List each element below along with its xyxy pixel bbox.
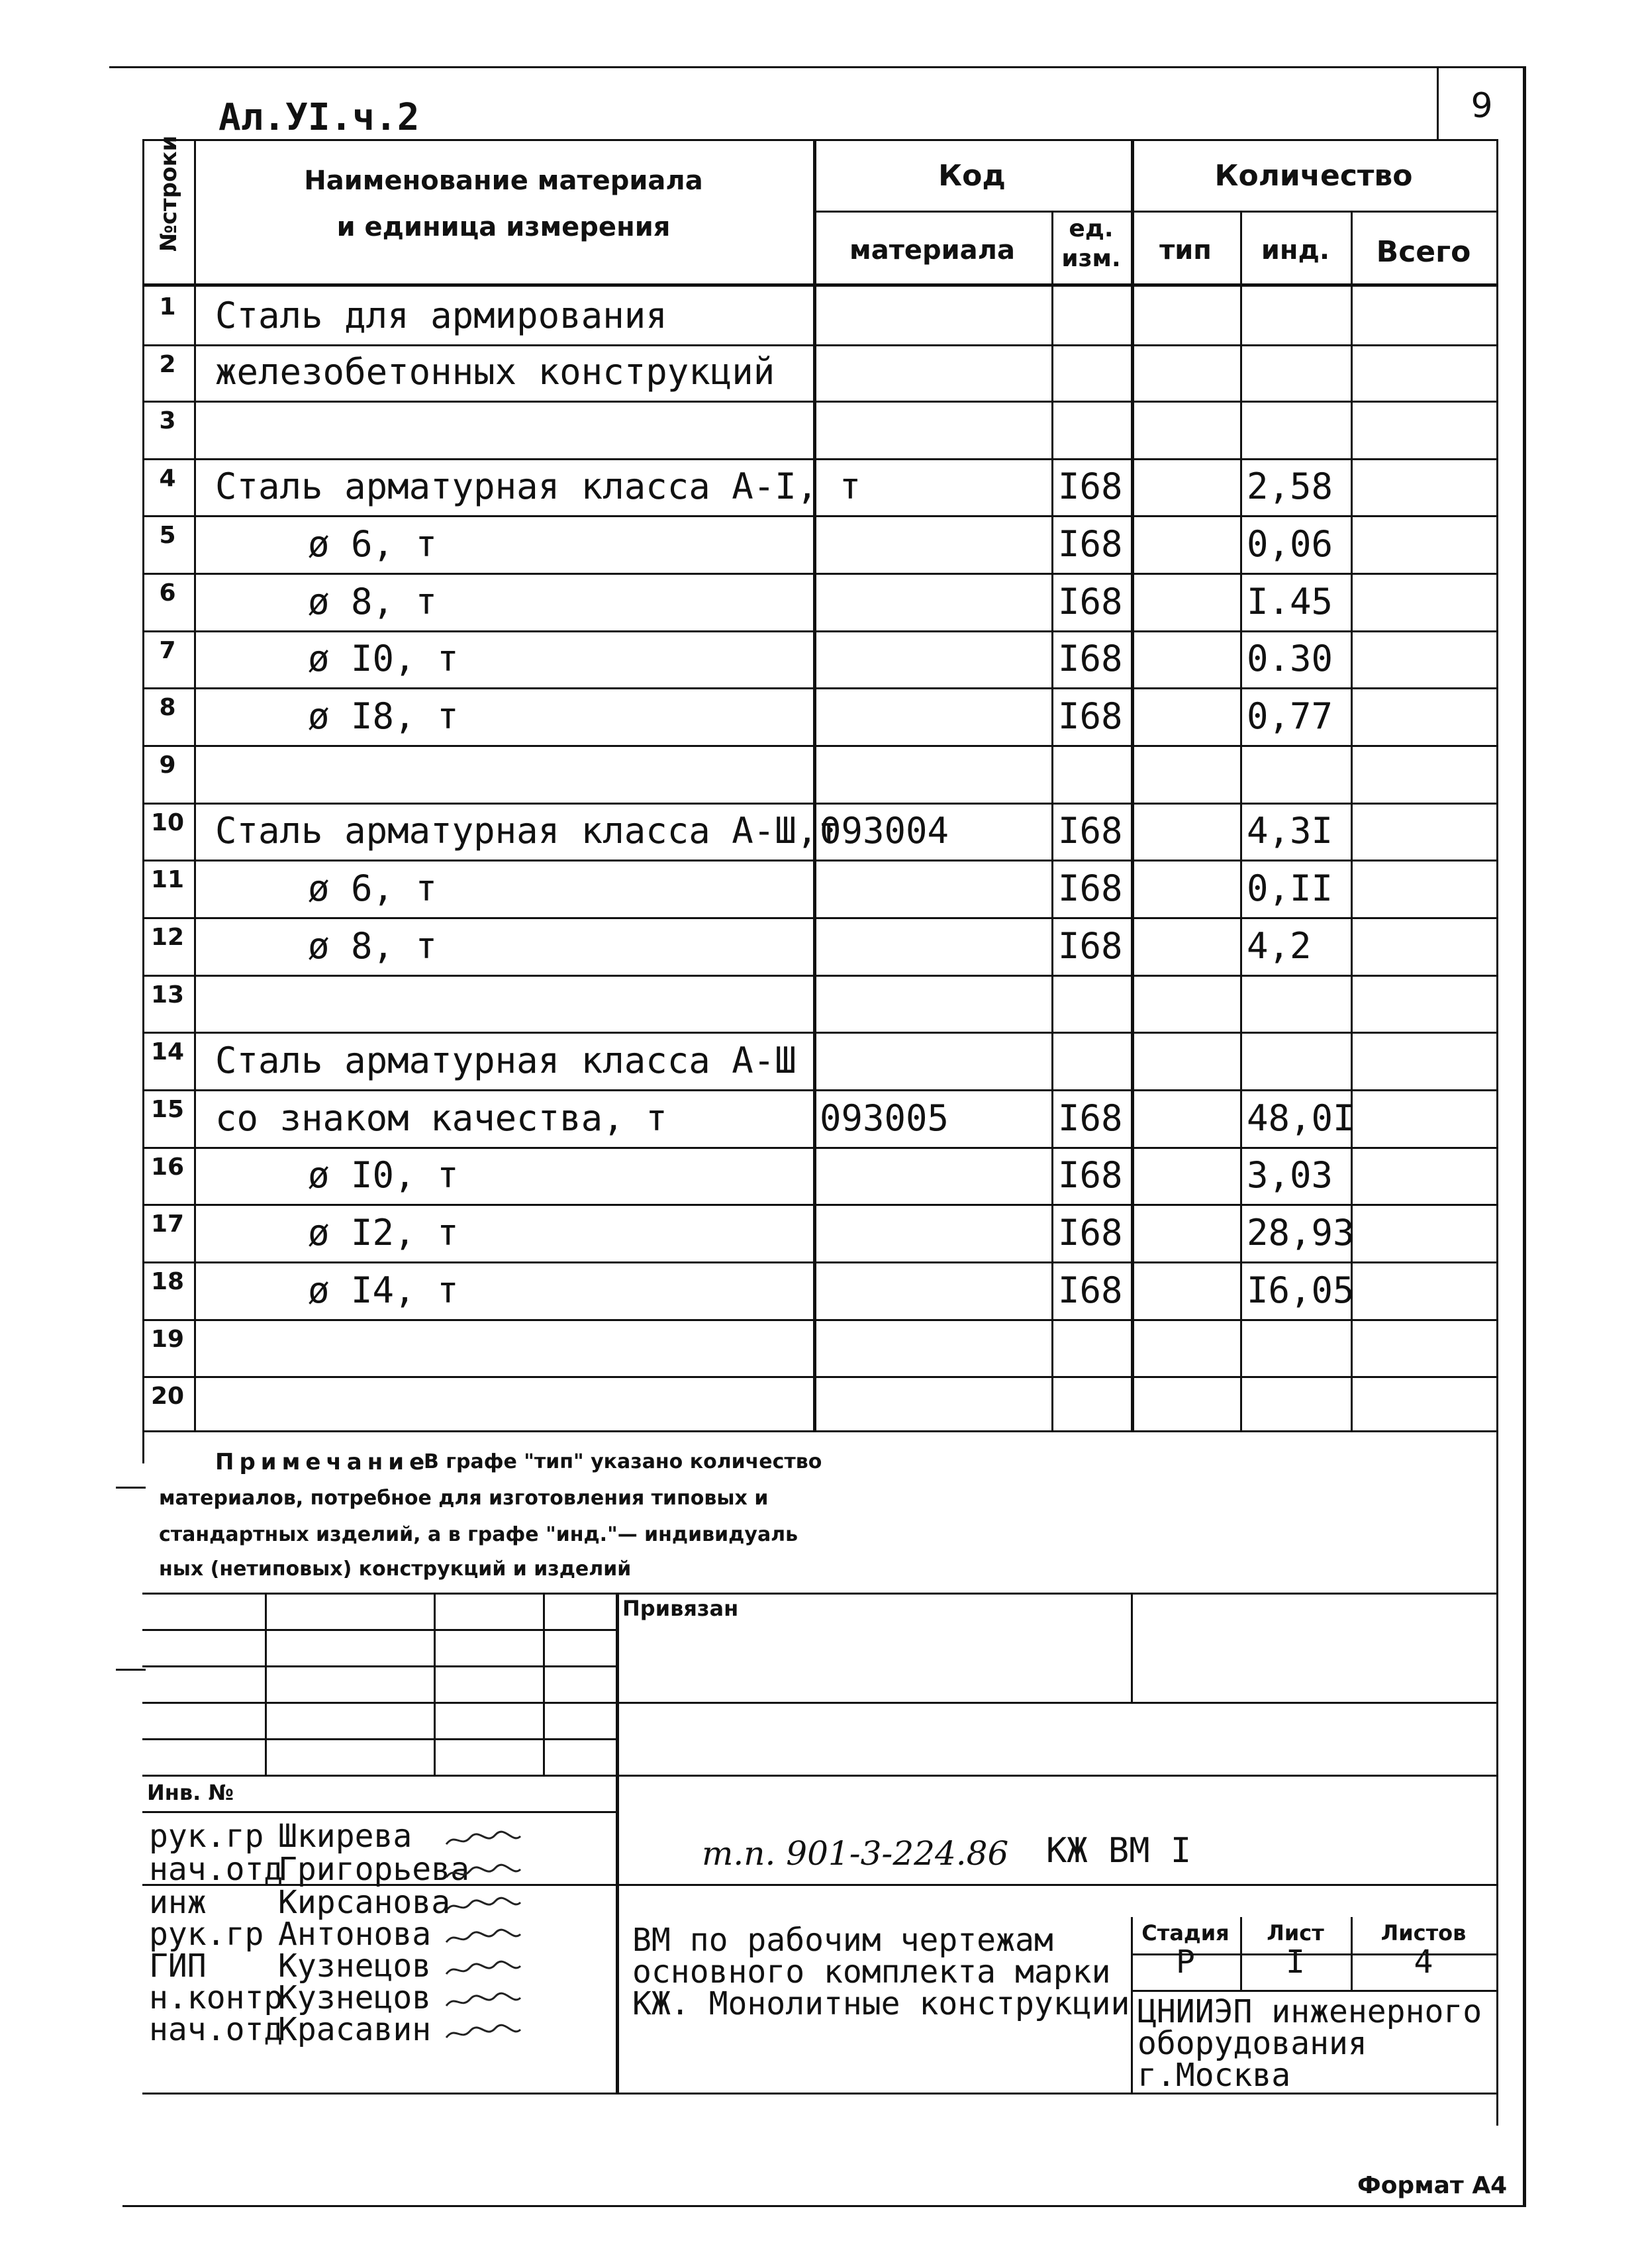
header-bottom: [142, 283, 1498, 287]
header-name-line1: Наименование материала: [304, 166, 703, 196]
signature-role: нач.отд: [149, 1851, 283, 1888]
row-unit-cell: I68: [1058, 695, 1123, 737]
drawing-mark: КЖ ВМ I: [1046, 1831, 1192, 1871]
top-border: [109, 66, 1526, 68]
row-number: 7: [159, 637, 176, 664]
signature-role: инж: [149, 1884, 207, 1921]
header-name-line2: и единица измерения: [336, 212, 671, 242]
header-total: Всего: [1376, 235, 1471, 269]
row-divider: [142, 1430, 1498, 1432]
row-number: 1: [159, 293, 176, 320]
row-number: 13: [150, 981, 185, 1009]
signature-name: Кузнецов: [278, 1979, 432, 2016]
row-number: 19: [150, 1326, 185, 1353]
row-number: 9: [159, 752, 176, 779]
note-line4: ных (нетиповых) конструкций и изделий: [159, 1557, 632, 1581]
col-line-name: [813, 139, 816, 1430]
row-material-name: ø I4, т: [308, 1269, 459, 1311]
row-material-name: Сталь арматурная класса А-I, т: [215, 466, 861, 507]
left-tick-1: [116, 1487, 146, 1489]
handwritten-signature: [444, 1991, 523, 2011]
row-material-name: Сталь для армирования: [215, 295, 667, 336]
table-right: [1496, 139, 1498, 2126]
sheet-value: I: [1286, 1944, 1305, 1981]
row-divider: [142, 1319, 1498, 1321]
row-divider: [142, 1376, 1498, 1378]
row-number: 15: [150, 1096, 185, 1123]
row-unit-cell: I68: [1058, 638, 1123, 679]
row-number: 4: [159, 465, 176, 492]
privyazan-label: Привязан: [622, 1596, 739, 1621]
note-line2: материалов, потребное для изготовления типовых и: [159, 1487, 769, 1510]
row-unit-cell: I68: [1058, 1269, 1123, 1311]
table-left: [142, 139, 144, 1463]
row-divider: [142, 1089, 1498, 1091]
org-line1: ЦНИИЭП инженерного: [1137, 1993, 1482, 2030]
row-divider: [142, 745, 1498, 747]
sheets-label: Листов: [1380, 1920, 1467, 1946]
row-unit-cell: I68: [1058, 1097, 1123, 1139]
format-label: Формат А4: [1357, 2172, 1508, 2199]
row-divider: [142, 1204, 1498, 1206]
signature-role: рук.гр: [149, 1916, 264, 1953]
row-number: 16: [150, 1154, 185, 1181]
row-divider: [142, 1032, 1498, 1034]
row-unit-cell: I68: [1058, 1154, 1123, 1196]
header-type: тип: [1159, 235, 1212, 266]
row-ind-cell: I.45: [1247, 581, 1333, 622]
row-material-name: ø 6, т: [308, 523, 438, 565]
row-divider: [142, 1261, 1498, 1263]
tb-bottom: [142, 2093, 1498, 2095]
row-ind-cell: 2,58: [1247, 466, 1333, 507]
row-ind-cell: 4,2: [1247, 925, 1312, 967]
row-number: 10: [150, 809, 185, 836]
tb-col-2: [434, 1593, 436, 1775]
signature-role: нач.отд: [149, 2011, 283, 2048]
org-line2: оборудования: [1137, 2025, 1367, 2062]
row-ind-cell: 3,03: [1247, 1154, 1333, 1196]
tb-col-3: [543, 1593, 545, 1775]
row-unit-cell: I68: [1058, 867, 1123, 909]
handwritten-signature: [444, 1830, 523, 1849]
note-line3: стандартных изделий, а в графе "инд."— индивидуаль: [159, 1523, 798, 1546]
header-unit-2: изм.: [1061, 245, 1121, 272]
col-line-rownum: [194, 139, 196, 1430]
header-unit-1: ед.: [1069, 215, 1114, 242]
row-material-name: со знаком качества, т: [215, 1097, 667, 1139]
signature-name: Кузнецов: [278, 1948, 432, 1985]
row-ind-cell: 28,93: [1247, 1212, 1355, 1254]
row-number: 3: [159, 407, 176, 434]
row-divider: [142, 860, 1498, 862]
row-divider: [142, 1147, 1498, 1149]
header-top: [142, 139, 1498, 141]
row-material-name: железобетонных конструкций: [215, 351, 775, 393]
tb-col-5: [1131, 1593, 1133, 1702]
row-divider: [142, 630, 1498, 632]
row-number: 11: [150, 866, 185, 893]
row-ind-cell: 0,II: [1247, 867, 1333, 909]
row-material-name: ø 8, т: [308, 925, 438, 967]
row-divider: [142, 975, 1498, 977]
tb-col-1: [265, 1593, 267, 1775]
handwritten-signature: [444, 1863, 523, 1883]
row-material-name: Сталь арматурная класса А-Ш: [215, 1040, 797, 1081]
row-number: 20: [150, 1383, 185, 1410]
tb-col-4: [616, 1593, 619, 2093]
signature-name: Шкирева: [278, 1818, 412, 1855]
row-divider: [142, 917, 1498, 919]
page-number: 9: [1471, 86, 1493, 126]
row-ind-cell: 48,0I: [1247, 1097, 1355, 1139]
signature-role: рук.гр: [149, 1818, 264, 1855]
album-label: Ал.УI.ч.2: [218, 96, 420, 139]
col-line-unit: [1131, 139, 1134, 1430]
row-ind-cell: 4,3I: [1247, 810, 1333, 852]
row-number: 2: [159, 351, 176, 378]
row-number: 8: [159, 694, 176, 721]
signature-name: Кирсанова: [278, 1884, 451, 1921]
signature-role: н.контр: [149, 1979, 283, 2016]
row-divider: [142, 573, 1498, 575]
page-number-box-left: [1437, 66, 1439, 139]
row-material-name: ø I8, т: [308, 695, 459, 737]
row-divider: [142, 344, 1498, 346]
row-material-name: ø I0, т: [308, 638, 459, 679]
row-code-cell: 093004: [820, 810, 949, 852]
row-number: 14: [150, 1038, 185, 1065]
signature-role: ГИП: [149, 1948, 207, 1985]
row-ind-cell: I6,05: [1247, 1269, 1355, 1311]
row-number: 12: [150, 924, 185, 951]
header-individual: инд.: [1261, 235, 1330, 266]
handwritten-signature: [444, 1959, 523, 1979]
title-line1: ВМ по рабочим чертежам: [632, 1922, 1053, 1959]
title-line3: КЖ. Монолитные конструкции: [632, 1985, 1130, 2022]
tb-org-line: [1131, 1990, 1498, 1992]
tb-line-e: [142, 1775, 1498, 1777]
handwritten-signature: [444, 1928, 523, 1948]
handwritten-signature: [444, 1896, 523, 1916]
row-unit-cell: I68: [1058, 466, 1123, 507]
row-material-name: ø 8, т: [308, 581, 438, 622]
tb-line-c: [142, 1702, 1498, 1704]
header-quantity: Количество: [1214, 159, 1413, 193]
row-number: 5: [159, 522, 176, 549]
row-number: 18: [150, 1268, 185, 1295]
sheet-label: Лист: [1267, 1920, 1324, 1946]
row-ind-cell: 0,77: [1247, 695, 1333, 737]
row-number: 6: [159, 579, 176, 607]
row-ind-cell: 0,06: [1247, 523, 1333, 565]
right-frame: [1523, 66, 1526, 2205]
row-material-name: ø I0, т: [308, 1154, 459, 1196]
row-unit-cell: I68: [1058, 925, 1123, 967]
col-line-type: [1240, 211, 1242, 1430]
title-line2: основного комплекта марки: [632, 1953, 1111, 1991]
signature-name: Красавин: [278, 2011, 432, 2048]
left-tick-2: [116, 1669, 146, 1671]
note-line1: В графе "тип" указано количество: [424, 1450, 822, 1473]
row-number: 17: [150, 1210, 185, 1238]
row-unit-cell: I68: [1058, 523, 1123, 565]
header-code: Код: [938, 159, 1006, 193]
row-divider: [142, 803, 1498, 805]
tb-top: [142, 1593, 1498, 1595]
sheets-value: 4: [1414, 1944, 1433, 1981]
row-code-cell: 093005: [820, 1097, 949, 1139]
row-material-name: ø 6, т: [308, 867, 438, 909]
row-material-name: ø I2, т: [308, 1212, 459, 1254]
row-material-name: Сталь арматурная класса А-Ш,т: [215, 810, 840, 852]
stage-label: Стадия: [1141, 1920, 1230, 1946]
stage-value: Р: [1176, 1944, 1195, 1981]
header-row-no: №строки: [156, 135, 182, 252]
doc-code: т.п. 901-3-224.86: [702, 1834, 1009, 1873]
signature-name: Григорьева: [278, 1851, 469, 1888]
org-line3: г.Москва: [1137, 2057, 1291, 2094]
row-unit-cell: I68: [1058, 1212, 1123, 1254]
header-material-code: материала: [849, 235, 1015, 266]
row-unit-cell: I68: [1058, 810, 1123, 852]
col-line-code: [1051, 211, 1053, 1430]
bottom-frame: [122, 2205, 1526, 2207]
row-divider: [142, 515, 1498, 517]
tb-line-f: [142, 1811, 616, 1813]
row-divider: [142, 401, 1498, 403]
signature-name: Антонова: [278, 1916, 432, 1953]
row-unit-cell: I68: [1058, 581, 1123, 622]
note-label: Примечание: [215, 1449, 430, 1475]
row-divider: [142, 458, 1498, 460]
row-divider: [142, 687, 1498, 689]
row-ind-cell: 0.30: [1247, 638, 1333, 679]
header-mid: [813, 211, 1498, 213]
handwritten-signature: [444, 2023, 523, 2043]
inv-no-label: Инв. №: [147, 1780, 234, 1805]
